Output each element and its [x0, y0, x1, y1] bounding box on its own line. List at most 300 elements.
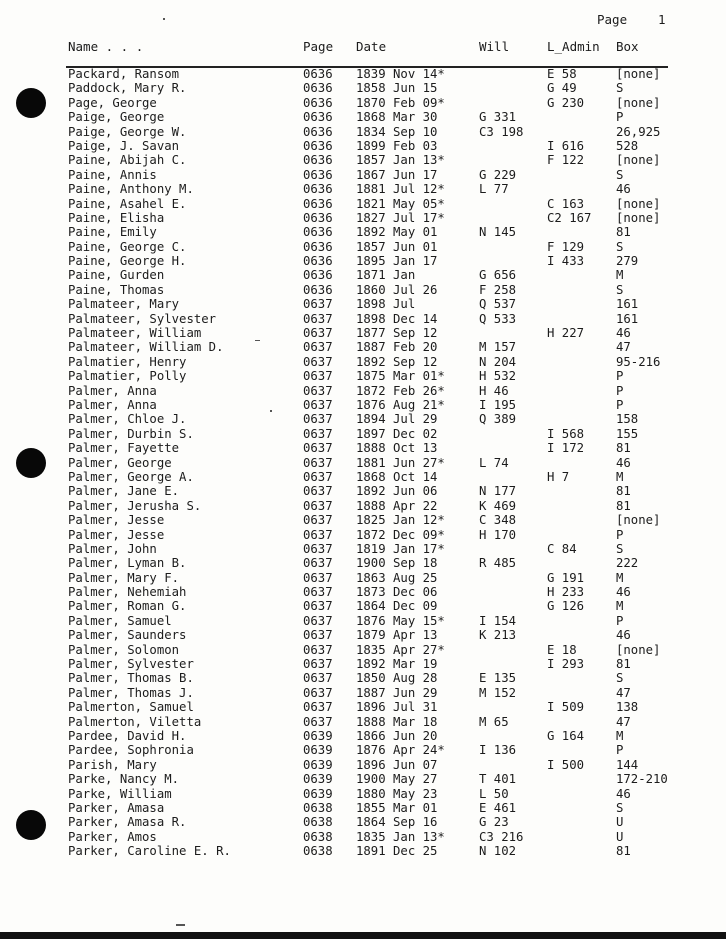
cell-name: Page, George [68, 95, 157, 110]
cell-date: 1858 Jun 15 [356, 81, 438, 96]
cell-admin: H 233 [547, 585, 585, 600]
table-row [0, 484, 726, 498]
cell-box: [none] [616, 642, 661, 657]
cell-box: 161 [616, 297, 639, 312]
cell-box: P [616, 369, 624, 384]
cell-admin: G 49 [547, 81, 577, 96]
cell-page: 0637 [303, 469, 333, 484]
table-row [0, 686, 726, 700]
cell-date: 1881 Jul 12* [356, 182, 445, 197]
cell-will: E 135 [479, 671, 517, 686]
cell-name: Parker, Caroline E. R. [68, 844, 231, 859]
cell-date: 1892 May 01 [356, 225, 438, 240]
cell-admin: I 293 [547, 657, 585, 672]
cell-admin: H 227 [547, 326, 585, 341]
cell-date: 1879 Apr 13 [356, 628, 438, 643]
cell-will: N 204 [479, 354, 517, 369]
cell-date: 1864 Dec 09 [356, 599, 438, 614]
cell-page: 0638 [303, 829, 333, 844]
cell-name: Paige, George [68, 110, 165, 125]
cell-page: 0637 [303, 426, 333, 441]
punch-hole [16, 88, 46, 118]
cell-name: Palmer, Jerusha S. [68, 498, 202, 513]
cell-page: 0637 [303, 556, 333, 571]
cell-page: 0638 [303, 800, 333, 815]
cell-page: 0637 [303, 671, 333, 686]
table-row [0, 225, 726, 239]
cell-page: 0639 [303, 743, 333, 758]
cell-date: 1850 Aug 28 [356, 671, 438, 686]
cell-box: 144 [616, 757, 639, 772]
cell-name: Palmer, Durbin S. [68, 426, 194, 441]
table-row [0, 326, 726, 340]
cell-name: Parke, William [68, 786, 172, 801]
cell-will: L 77 [479, 182, 509, 197]
cell-date: 1876 Apr 24* [356, 743, 445, 758]
cell-page: 0636 [303, 239, 333, 254]
cell-name: Palmer, John [68, 541, 157, 556]
cell-box: P [616, 527, 624, 542]
cell-will: I 136 [479, 743, 517, 758]
cell-will: H 532 [479, 369, 517, 384]
cell-page: 0636 [303, 81, 333, 96]
cell-name: Palmer, Solomon [68, 642, 180, 657]
cell-box: M [616, 570, 624, 585]
cell-name: Parker, Amos [68, 829, 157, 844]
cell-page: 0637 [303, 527, 333, 542]
table-row [0, 801, 726, 815]
cell-date: 1872 Dec 09* [356, 527, 445, 542]
cell-page: 0637 [303, 700, 333, 715]
cell-page: 0638 [303, 844, 333, 859]
cell-date: 1895 Jan 17 [356, 254, 438, 269]
cell-will: F 258 [479, 282, 517, 297]
cell-name: Paine, Annis [68, 167, 157, 182]
cell-will: N 177 [479, 484, 517, 499]
cell-name: Palmateer, William [68, 326, 202, 341]
cell-page: 0637 [303, 326, 333, 341]
table-row [0, 67, 726, 81]
cell-date: 1857 Jan 13* [356, 153, 445, 168]
cell-name: Palmateer, Sylvester [68, 311, 217, 326]
cell-name: Paine, George C. [68, 239, 187, 254]
cell-box: [none] [616, 153, 661, 168]
cell-page: 0636 [303, 268, 333, 283]
table-row [0, 254, 726, 268]
cell-box: [none] [616, 513, 661, 528]
cell-date: 1892 Mar 19 [356, 657, 438, 672]
cell-date: 1839 Nov 14* [356, 67, 445, 81]
table-row [0, 844, 726, 858]
table-row [0, 528, 726, 542]
header-name: Name . . . [68, 39, 144, 54]
table-row [0, 671, 726, 685]
table-row [0, 312, 726, 326]
cell-box: 155 [616, 426, 639, 441]
page-label: Page [597, 12, 628, 27]
table-row [0, 283, 726, 297]
cell-box: 46 [616, 585, 631, 600]
cell-page: 0637 [303, 297, 333, 312]
cell-date: 1857 Jun 01 [356, 239, 438, 254]
cell-box: 161 [616, 311, 639, 326]
cell-box: 26,925 [616, 124, 661, 139]
cell-date: 1876 May 15* [356, 613, 445, 628]
table-row [0, 571, 726, 585]
table-row [0, 168, 726, 182]
cell-date: 1825 Jan 12* [356, 513, 445, 528]
cell-will: M 152 [479, 685, 517, 700]
cell-will: I 154 [479, 613, 517, 628]
cell-name: Parker, Amasa [68, 800, 165, 815]
cell-box: [none] [616, 67, 661, 81]
table-row [0, 513, 726, 527]
table-row [0, 772, 726, 786]
cell-page: 0636 [303, 282, 333, 297]
page-edge [0, 932, 726, 939]
cell-name: Palmer, Jane E. [68, 484, 180, 499]
table-row [0, 384, 726, 398]
cell-box: 46 [616, 455, 631, 470]
table-row [0, 110, 726, 124]
cell-name: Palmer, Nehemiah [68, 585, 187, 600]
cell-admin: F 129 [547, 239, 585, 254]
table-row [0, 787, 726, 801]
cell-date: 1821 May 05* [356, 196, 445, 211]
cell-admin: C 163 [547, 196, 585, 211]
page-number: 1 [658, 12, 666, 27]
table-row [0, 614, 726, 628]
table-row [0, 700, 726, 714]
cell-will: C3 198 [479, 124, 524, 139]
cell-box: S [616, 239, 624, 254]
table-row [0, 197, 726, 211]
cell-date: 1835 Apr 27* [356, 642, 445, 657]
cell-page: 0637 [303, 441, 333, 456]
table-row [0, 542, 726, 556]
cell-name: Paine, George H. [68, 254, 187, 269]
table-row [0, 240, 726, 254]
cell-date: 1900 Sep 18 [356, 556, 438, 571]
cell-page: 0636 [303, 210, 333, 225]
cell-box: 158 [616, 412, 639, 427]
cell-name: Paine, Thomas [68, 282, 165, 297]
cell-box: P [616, 397, 624, 412]
cell-date: 1860 Jul 26 [356, 282, 438, 297]
cell-page: 0637 [303, 628, 333, 643]
cell-date: 1898 Dec 14 [356, 311, 438, 326]
table-row [0, 427, 726, 441]
cell-box: 222 [616, 556, 639, 571]
cell-will: L 50 [479, 786, 509, 801]
cell-date: 1896 Jun 07 [356, 757, 438, 772]
cell-name: Palmer, Jesse [68, 527, 165, 542]
cell-box: 81 [616, 657, 631, 672]
cell-will: G 656 [479, 268, 517, 283]
cell-box: [none] [616, 196, 661, 211]
cell-name: Palmer, Thomas B. [68, 671, 194, 686]
cell-date: 1891 Dec 25 [356, 844, 438, 859]
cell-page: 0637 [303, 354, 333, 369]
cell-page: 0638 [303, 815, 333, 830]
cell-name: Palmer, Lyman B. [68, 556, 187, 571]
cell-page: 0637 [303, 498, 333, 513]
cell-box: [none] [616, 210, 661, 225]
cell-will: N 145 [479, 225, 517, 240]
cell-date: 1877 Sep 12 [356, 326, 438, 341]
cell-box: S [616, 167, 624, 182]
table-row [0, 599, 726, 613]
cell-box: M [616, 469, 624, 484]
cell-admin: G 164 [547, 728, 585, 743]
cell-name: Paddock, Mary R. [68, 81, 187, 96]
cell-name: Palmer, Roman G. [68, 599, 187, 614]
table-row [0, 715, 726, 729]
cell-box: P [616, 110, 624, 125]
cell-date: 1834 Sep 10 [356, 124, 438, 139]
cell-page: 0636 [303, 153, 333, 168]
cell-box: 46 [616, 786, 631, 801]
cell-admin: I 433 [547, 254, 585, 269]
cell-date: 1894 Jul 29 [356, 412, 438, 427]
table-row [0, 556, 726, 570]
cell-date: 1899 Feb 03 [356, 138, 438, 153]
cell-page: 0637 [303, 311, 333, 326]
cell-name: Palmer, Sylvester [68, 657, 194, 672]
cell-box: U [616, 815, 624, 830]
cell-will: C3 216 [479, 829, 524, 844]
cell-admin: F 122 [547, 153, 585, 168]
punch-hole [16, 810, 46, 840]
cell-will: M 65 [479, 714, 509, 729]
cell-box: S [616, 81, 624, 96]
cell-name: Palmerton, Viletta [68, 714, 202, 729]
table-row [0, 297, 726, 311]
table-row [0, 830, 726, 844]
cell-will: E 461 [479, 800, 517, 815]
cell-name: Pardee, David H. [68, 728, 187, 743]
cell-box: 46 [616, 182, 631, 197]
cell-will: T 401 [479, 772, 517, 787]
cell-name: Palmer, Jesse [68, 513, 165, 528]
cell-date: 1888 Oct 13 [356, 441, 438, 456]
cell-date: 1873 Dec 06 [356, 585, 438, 600]
cell-box: P [616, 743, 624, 758]
punch-hole [16, 448, 46, 478]
cell-name: Palmer, George A. [68, 469, 194, 484]
table-row [0, 96, 726, 110]
cell-box: 81 [616, 844, 631, 859]
cell-page: 0639 [303, 786, 333, 801]
cell-will: N 102 [479, 844, 517, 859]
cell-date: 1819 Jan 17* [356, 541, 445, 556]
cell-will: G 229 [479, 167, 517, 182]
table-row [0, 211, 726, 225]
cell-date: 1871 Jan [356, 268, 416, 283]
cell-box: S [616, 541, 624, 556]
cell-will: L 74 [479, 455, 509, 470]
cell-date: 1870 Feb 09* [356, 95, 445, 110]
cell-box: S [616, 282, 624, 297]
cell-admin: I 509 [547, 700, 585, 715]
cell-page: 0636 [303, 95, 333, 110]
cell-page: 0639 [303, 728, 333, 743]
cell-date: 1892 Sep 12 [356, 354, 438, 369]
cell-will: G 331 [479, 110, 517, 125]
cell-page: 0636 [303, 254, 333, 269]
cell-admin: H 7 [547, 469, 570, 484]
cell-name: Pardee, Sophronia [68, 743, 194, 758]
cell-name: Paine, Asahel E. [68, 196, 187, 211]
cell-date: 1827 Jul 17* [356, 210, 445, 225]
cell-page: 0636 [303, 182, 333, 197]
cell-date: 1887 Jun 29 [356, 685, 438, 700]
cell-date: 1864 Sep 16 [356, 815, 438, 830]
cell-box: [none] [616, 95, 661, 110]
table-row [0, 628, 726, 642]
cell-will: K 469 [479, 498, 517, 513]
table-row [0, 268, 726, 282]
cell-page: 0637 [303, 657, 333, 672]
cell-will: C 348 [479, 513, 517, 528]
cell-date: 1855 Mar 01 [356, 800, 438, 815]
table-row [0, 153, 726, 167]
cell-date: 1835 Jan 13* [356, 829, 445, 844]
table-row [0, 369, 726, 383]
cell-will: Q 537 [479, 297, 517, 312]
table-row [0, 585, 726, 599]
cell-date: 1863 Aug 25 [356, 570, 438, 585]
cell-page: 0637 [303, 397, 333, 412]
record-list [0, 67, 726, 858]
table-row [0, 729, 726, 743]
cell-page: 0637 [303, 484, 333, 499]
cell-page: 0637 [303, 369, 333, 384]
cell-name: Paine, Anthony M. [68, 182, 194, 197]
cell-admin: I 500 [547, 757, 585, 772]
cell-name: Palmatier, Polly [68, 369, 187, 384]
cell-date: 1880 May 23 [356, 786, 438, 801]
cell-admin: C 84 [547, 541, 577, 556]
table-row [0, 470, 726, 484]
table-row [0, 643, 726, 657]
table-row [0, 182, 726, 196]
cell-box: 47 [616, 714, 631, 729]
cell-name: Palmer, Fayette [68, 441, 180, 456]
table-row [0, 139, 726, 153]
cell-date: 1881 Jun 27* [356, 455, 445, 470]
scan-speck [176, 924, 185, 926]
cell-box: M [616, 599, 624, 614]
cell-page: 0637 [303, 599, 333, 614]
header-box: Box [616, 39, 639, 54]
cell-date: 1896 Jul 31 [356, 700, 438, 715]
cell-will: K 213 [479, 628, 517, 643]
cell-name: Paine, Gurden [68, 268, 165, 283]
cell-box: 47 [616, 685, 631, 700]
cell-page: 0636 [303, 138, 333, 153]
table-row [0, 340, 726, 354]
cell-name: Palmer, Samuel [68, 613, 172, 628]
cell-date: 1872 Feb 26* [356, 383, 445, 398]
cell-name: Palmer, Saunders [68, 628, 187, 643]
cell-page: 0637 [303, 412, 333, 427]
table-row [0, 412, 726, 426]
table-row [0, 499, 726, 513]
cell-admin: I 568 [547, 426, 585, 441]
cell-date: 1867 Jun 17 [356, 167, 438, 182]
cell-date: 1866 Jun 20 [356, 728, 438, 743]
cell-name: Paige, George W. [68, 124, 187, 139]
cell-box: 81 [616, 441, 631, 456]
cell-page: 0636 [303, 110, 333, 125]
cell-page: 0637 [303, 455, 333, 470]
table-row [0, 456, 726, 470]
cell-page: 0637 [303, 714, 333, 729]
cell-date: 1900 May 27 [356, 772, 438, 787]
cell-page: 0637 [303, 685, 333, 700]
cell-box: 81 [616, 498, 631, 513]
cell-box: 81 [616, 225, 631, 240]
cell-page: 0637 [303, 613, 333, 628]
cell-will: R 485 [479, 556, 517, 571]
table-row [0, 441, 726, 455]
table-row [0, 657, 726, 671]
cell-name: Palmer, Chloe J. [68, 412, 187, 427]
cell-name: Palmer, George [68, 455, 172, 470]
cell-page: 0636 [303, 124, 333, 139]
header-admin: L_Admin [547, 39, 600, 54]
table-row [0, 815, 726, 829]
cell-page: 0637 [303, 585, 333, 600]
table-row [0, 81, 726, 95]
cell-page: 0636 [303, 196, 333, 211]
cell-page: 0639 [303, 772, 333, 787]
cell-box: 138 [616, 700, 639, 715]
cell-page: 0636 [303, 167, 333, 182]
cell-date: 1888 Mar 18 [356, 714, 438, 729]
table-row [0, 125, 726, 139]
cell-name: Paine, Elisha [68, 210, 165, 225]
cell-page: 0637 [303, 513, 333, 528]
cell-box: 528 [616, 138, 639, 153]
cell-admin: I 172 [547, 441, 585, 456]
cell-date: 1876 Aug 21* [356, 397, 445, 412]
cell-admin: G 191 [547, 570, 585, 585]
cell-admin: G 230 [547, 95, 585, 110]
cell-name: Paine, Abijah C. [68, 153, 187, 168]
cell-admin: I 616 [547, 138, 585, 153]
cell-box: 172-210 [616, 772, 668, 787]
cell-name: Palmateer, William D. [68, 340, 224, 355]
cell-box: 46 [616, 628, 631, 643]
cell-box: S [616, 800, 624, 815]
header-will: Will [479, 39, 510, 54]
cell-will: M 157 [479, 340, 517, 355]
cell-date: 1868 Oct 14 [356, 469, 438, 484]
cell-admin: E 58 [547, 67, 577, 81]
cell-box: 279 [616, 254, 639, 269]
cell-date: 1892 Jun 06 [356, 484, 438, 499]
cell-page: 0636 [303, 67, 333, 81]
cell-date: 1868 Mar 30 [356, 110, 438, 125]
cell-date: 1888 Apr 22 [356, 498, 438, 513]
scan-speck [163, 18, 165, 20]
scan-speck [255, 340, 260, 341]
cell-page: 0637 [303, 642, 333, 657]
scan-speck [270, 410, 272, 412]
table-row [0, 398, 726, 412]
